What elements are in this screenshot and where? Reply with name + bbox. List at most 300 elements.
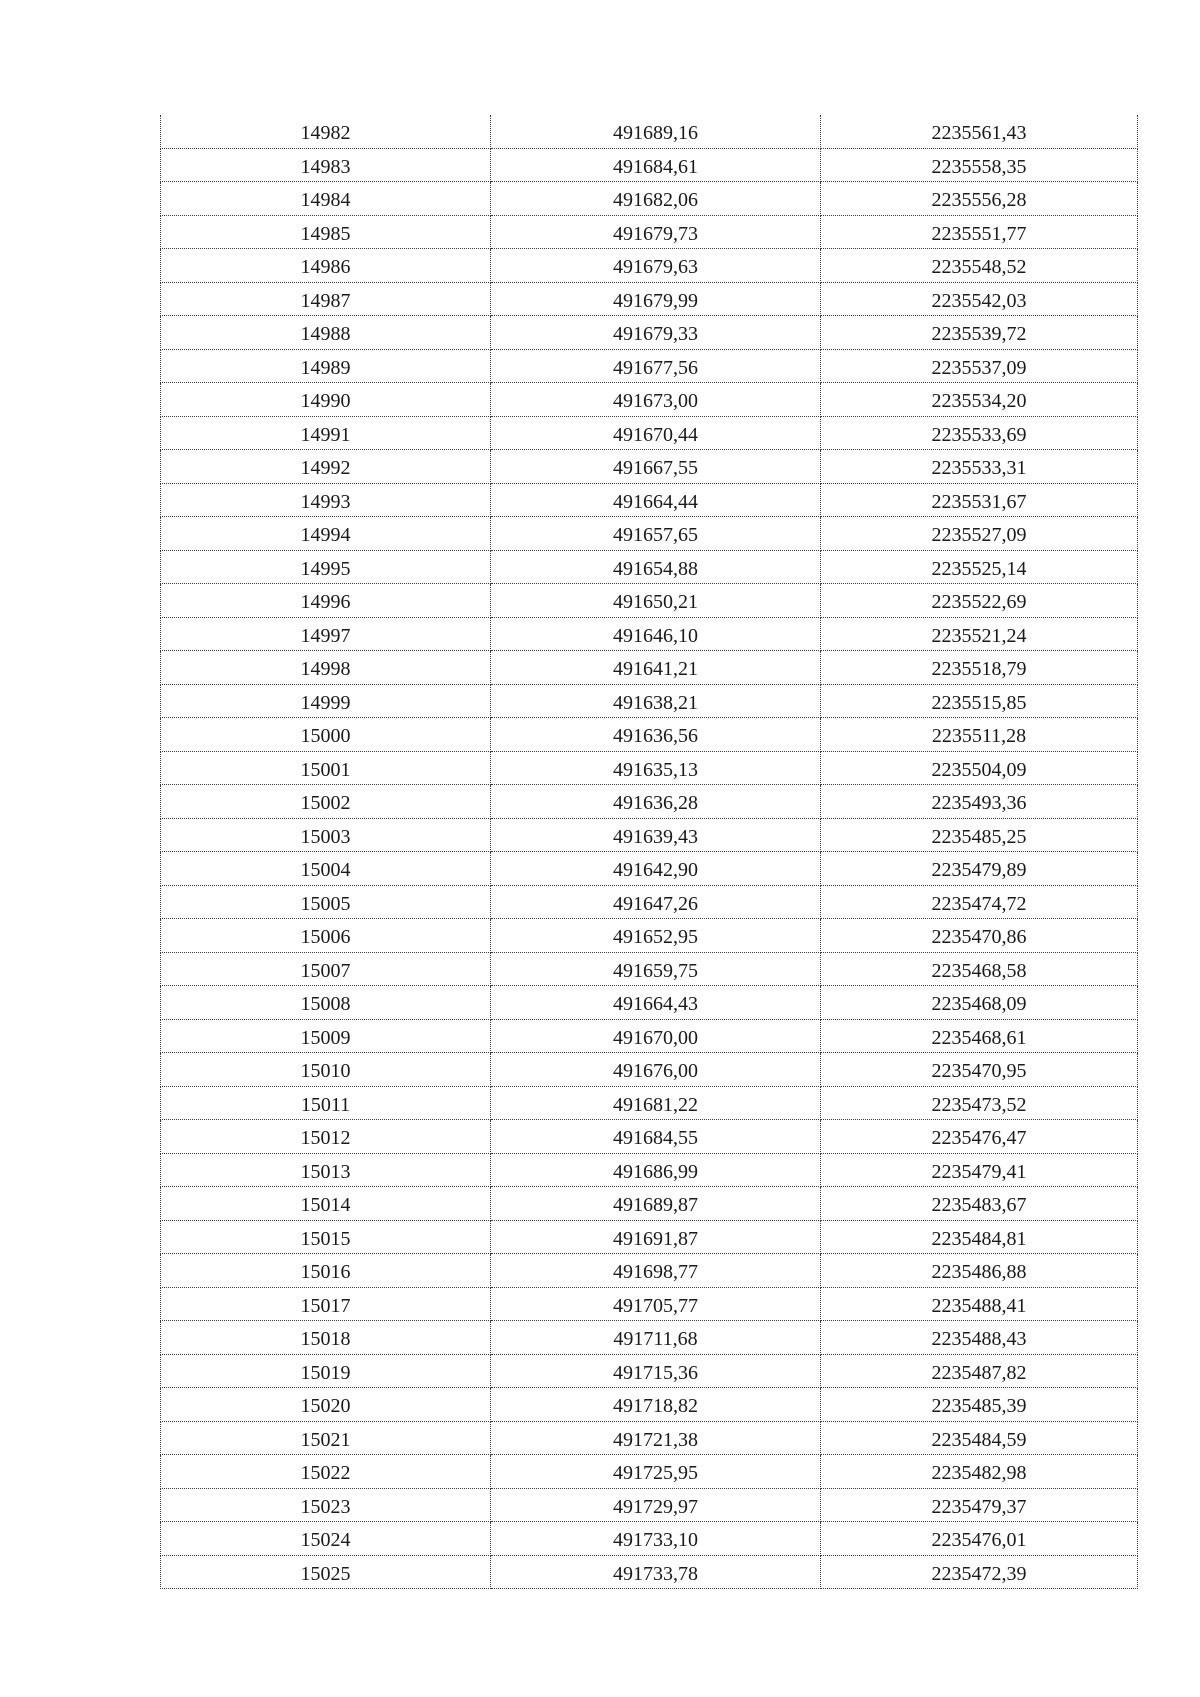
- y-coordinate-cell: [821, 1220, 1138, 1254]
- y-coordinate-cell: [821, 148, 1138, 182]
- point-number-text: 15014: [300, 1194, 351, 1217]
- point-number-cell: [161, 282, 491, 316]
- x-coordinate-text: 491647,26: [613, 892, 698, 915]
- table-row: [161, 1187, 1138, 1221]
- table-row: [161, 718, 1138, 752]
- x-coordinate-text: 491698,77: [613, 1261, 698, 1284]
- y-coordinate-text: 2235470,95: [931, 1060, 1027, 1083]
- y-coordinate-text: 2235551,77: [931, 222, 1027, 245]
- point-number-text: 14996: [300, 591, 351, 614]
- x-coordinate-cell: [491, 1555, 821, 1589]
- table-row: [161, 1153, 1138, 1187]
- y-coordinate-cell: [821, 1187, 1138, 1221]
- y-coordinate-cell: [821, 1287, 1138, 1321]
- point-number-cell: [161, 182, 491, 216]
- x-coordinate-cell: [491, 517, 821, 551]
- y-coordinate-text: 2235485,25: [931, 825, 1027, 848]
- y-coordinate-text: 2235484,59: [931, 1428, 1027, 1451]
- point-number-cell: [161, 1287, 491, 1321]
- point-number-text: 15008: [300, 993, 351, 1016]
- y-coordinate-text: 2235548,52: [931, 256, 1027, 279]
- x-coordinate-text: 491650,21: [613, 591, 698, 614]
- x-coordinate-text: 491641,21: [613, 658, 698, 681]
- x-coordinate-cell: [491, 1120, 821, 1154]
- table-row: [161, 1354, 1138, 1388]
- y-coordinate-text: 2235479,89: [931, 859, 1027, 882]
- point-number-text: 14999: [300, 691, 351, 714]
- y-coordinate-text: 2235556,28: [931, 189, 1027, 212]
- point-number-cell: [161, 1522, 491, 1556]
- y-coordinate-cell: [821, 115, 1138, 148]
- point-number-text: 15002: [300, 792, 351, 815]
- x-coordinate-cell: [491, 1254, 821, 1288]
- y-coordinate-text: 2235533,31: [931, 457, 1027, 480]
- x-coordinate-text: 491718,82: [613, 1395, 698, 1418]
- point-number-cell: [161, 1455, 491, 1489]
- y-coordinate-cell: [821, 584, 1138, 618]
- table-row: [161, 785, 1138, 819]
- point-number-cell: [161, 986, 491, 1020]
- point-number-text: 14989: [300, 356, 351, 379]
- x-coordinate-cell: [491, 952, 821, 986]
- y-coordinate-cell: [821, 651, 1138, 685]
- x-coordinate-cell: [491, 584, 821, 618]
- table-row: [161, 483, 1138, 517]
- y-coordinate-cell: [821, 952, 1138, 986]
- point-number-cell: [161, 1254, 491, 1288]
- y-coordinate-text: 2235472,39: [931, 1562, 1027, 1585]
- y-coordinate-text: 2235468,58: [931, 959, 1027, 982]
- x-coordinate-cell: [491, 919, 821, 953]
- table-row: [161, 215, 1138, 249]
- x-coordinate-text: 491689,16: [613, 122, 698, 145]
- y-coordinate-cell: [821, 1153, 1138, 1187]
- point-number-text: 15024: [300, 1529, 351, 1552]
- x-coordinate-text: 491636,28: [613, 792, 698, 815]
- table-row: [161, 1488, 1138, 1522]
- x-coordinate-text: 491684,55: [613, 1127, 698, 1150]
- point-number-cell: [161, 885, 491, 919]
- x-coordinate-text: 491677,56: [613, 356, 698, 379]
- point-number-text: 15010: [300, 1060, 351, 1083]
- point-number-text: 14991: [300, 423, 351, 446]
- table-row: [161, 148, 1138, 182]
- y-coordinate-cell: [821, 550, 1138, 584]
- table-row: [161, 416, 1138, 450]
- x-coordinate-cell: [491, 1488, 821, 1522]
- table-row: [161, 182, 1138, 216]
- point-number-text: 15006: [300, 926, 351, 949]
- y-coordinate-text: 2235482,98: [931, 1462, 1027, 1485]
- point-number-cell: [161, 383, 491, 417]
- table-row: [161, 617, 1138, 651]
- table-row: [161, 316, 1138, 350]
- table-row: [161, 885, 1138, 919]
- y-coordinate-cell: [821, 1321, 1138, 1355]
- point-number-cell: [161, 718, 491, 752]
- x-coordinate-cell: [491, 215, 821, 249]
- y-coordinate-text: 2235485,39: [931, 1395, 1027, 1418]
- y-coordinate-text: 2235488,41: [931, 1294, 1027, 1317]
- x-coordinate-text: 491679,99: [613, 289, 698, 312]
- point-number-cell: [161, 818, 491, 852]
- x-coordinate-cell: [491, 617, 821, 651]
- point-number-cell: [161, 1153, 491, 1187]
- x-coordinate-cell: [491, 550, 821, 584]
- y-coordinate-text: 2235539,72: [931, 323, 1027, 346]
- x-coordinate-text: 491673,00: [613, 390, 698, 413]
- y-coordinate-text: 2235561,43: [931, 122, 1027, 145]
- x-coordinate-cell: [491, 249, 821, 283]
- y-coordinate-text: 2235504,09: [931, 758, 1027, 781]
- point-number-cell: [161, 215, 491, 249]
- y-coordinate-text: 2235493,36: [931, 792, 1027, 815]
- point-number-cell: [161, 919, 491, 953]
- x-coordinate-cell: [491, 751, 821, 785]
- y-coordinate-cell: [821, 483, 1138, 517]
- x-coordinate-cell: [491, 1455, 821, 1489]
- point-number-text: 15009: [300, 1026, 351, 1049]
- y-coordinate-cell: [821, 1522, 1138, 1556]
- table-row: [161, 584, 1138, 618]
- point-number-text: 15013: [300, 1160, 351, 1183]
- x-coordinate-text: 491667,55: [613, 457, 698, 480]
- x-coordinate-cell: [491, 785, 821, 819]
- y-coordinate-text: 2235488,43: [931, 1328, 1027, 1351]
- y-coordinate-cell: [821, 684, 1138, 718]
- x-coordinate-text: 491679,33: [613, 323, 698, 346]
- table-row: [161, 751, 1138, 785]
- point-number-cell: [161, 617, 491, 651]
- x-coordinate-cell: [491, 148, 821, 182]
- y-coordinate-text: 2235534,20: [931, 390, 1027, 413]
- x-coordinate-text: 491691,87: [613, 1227, 698, 1250]
- coordinates-table-body: [161, 115, 1138, 1589]
- table-row: [161, 1522, 1138, 1556]
- point-number-text: 15015: [300, 1227, 351, 1250]
- y-coordinate-cell: [821, 1120, 1138, 1154]
- y-coordinate-cell: [821, 986, 1138, 1020]
- y-coordinate-text: 2235476,47: [931, 1127, 1027, 1150]
- point-number-text: 15019: [300, 1361, 351, 1384]
- point-number-text: 15023: [300, 1495, 351, 1518]
- point-number-cell: [161, 852, 491, 886]
- x-coordinate-text: 491733,78: [613, 1562, 698, 1585]
- point-number-text: 14990: [300, 390, 351, 413]
- point-number-text: 15016: [300, 1261, 351, 1284]
- table-row: [161, 1421, 1138, 1455]
- point-number-text: 15011: [300, 1093, 351, 1116]
- x-coordinate-cell: [491, 852, 821, 886]
- y-coordinate-cell: [821, 785, 1138, 819]
- y-coordinate-cell: [821, 349, 1138, 383]
- point-number-cell: [161, 1421, 491, 1455]
- x-coordinate-cell: [491, 818, 821, 852]
- x-coordinate-cell: [491, 1053, 821, 1087]
- table-row: [161, 1086, 1138, 1120]
- y-coordinate-cell: [821, 1488, 1138, 1522]
- y-coordinate-cell: [821, 215, 1138, 249]
- point-number-cell: [161, 115, 491, 148]
- table-row: [161, 282, 1138, 316]
- y-coordinate-cell: [821, 316, 1138, 350]
- point-number-cell: [161, 349, 491, 383]
- x-coordinate-cell: [491, 1522, 821, 1556]
- table-row: [161, 450, 1138, 484]
- point-number-text: 14992: [300, 457, 351, 480]
- x-coordinate-cell: [491, 282, 821, 316]
- point-number-text: 15004: [300, 859, 351, 882]
- x-coordinate-text: 491721,38: [613, 1428, 698, 1451]
- table-row: [161, 919, 1138, 953]
- x-coordinate-text: 491725,95: [613, 1462, 698, 1485]
- y-coordinate-cell: [821, 751, 1138, 785]
- point-number-text: 15007: [300, 959, 351, 982]
- point-number-cell: [161, 249, 491, 283]
- point-number-text: 14994: [300, 524, 351, 547]
- y-coordinate-text: 2235468,61: [931, 1026, 1027, 1049]
- x-coordinate-text: 491664,43: [613, 993, 698, 1016]
- x-coordinate-cell: [491, 1019, 821, 1053]
- y-coordinate-text: 2235479,37: [931, 1495, 1027, 1518]
- table-row: [161, 952, 1138, 986]
- x-coordinate-text: 491681,22: [613, 1093, 698, 1116]
- table-row: [161, 651, 1138, 685]
- x-coordinate-text: 491711,68: [613, 1328, 698, 1351]
- point-number-cell: [161, 651, 491, 685]
- y-coordinate-cell: [821, 249, 1138, 283]
- x-coordinate-cell: [491, 1354, 821, 1388]
- x-coordinate-cell: [491, 316, 821, 350]
- y-coordinate-text: 2235521,24: [931, 624, 1027, 647]
- x-coordinate-cell: [491, 115, 821, 148]
- y-coordinate-text: 2235525,14: [931, 557, 1027, 580]
- x-coordinate-text: 491642,90: [613, 859, 698, 882]
- x-coordinate-text: 491639,43: [613, 825, 698, 848]
- point-number-text: 14998: [300, 658, 351, 681]
- x-coordinate-text: 491733,10: [613, 1529, 698, 1552]
- table-row: [161, 1220, 1138, 1254]
- x-coordinate-cell: [491, 1388, 821, 1422]
- point-number-text: 15018: [300, 1328, 351, 1351]
- y-coordinate-text: 2235537,09: [931, 356, 1027, 379]
- y-coordinate-text: 2235527,09: [931, 524, 1027, 547]
- y-coordinate-cell: [821, 383, 1138, 417]
- x-coordinate-cell: [491, 349, 821, 383]
- y-coordinate-cell: [821, 1455, 1138, 1489]
- x-coordinate-cell: [491, 450, 821, 484]
- x-coordinate-cell: [491, 182, 821, 216]
- point-number-cell: [161, 785, 491, 819]
- point-number-text: 15005: [300, 892, 351, 915]
- y-coordinate-text: 2235558,35: [931, 155, 1027, 178]
- point-number-cell: [161, 584, 491, 618]
- point-number-cell: [161, 1220, 491, 1254]
- x-coordinate-text: 491682,06: [613, 189, 698, 212]
- table-row: [161, 818, 1138, 852]
- coordinates-table: [160, 115, 1138, 1589]
- y-coordinate-cell: [821, 1555, 1138, 1589]
- y-coordinate-text: 2235522,69: [931, 591, 1027, 614]
- y-coordinate-text: 2235533,69: [931, 423, 1027, 446]
- x-coordinate-cell: [491, 1220, 821, 1254]
- table-row: [161, 249, 1138, 283]
- point-number-cell: [161, 1086, 491, 1120]
- y-coordinate-cell: [821, 1053, 1138, 1087]
- y-coordinate-text: 2235483,67: [931, 1194, 1027, 1217]
- x-coordinate-text: 491654,88: [613, 557, 698, 580]
- table-row: [161, 550, 1138, 584]
- x-coordinate-cell: [491, 1421, 821, 1455]
- y-coordinate-text: 2235484,81: [931, 1227, 1027, 1250]
- y-coordinate-cell: [821, 852, 1138, 886]
- x-coordinate-cell: [491, 651, 821, 685]
- x-coordinate-text: 491638,21: [613, 691, 698, 714]
- point-number-cell: [161, 751, 491, 785]
- y-coordinate-text: 2235487,82: [931, 1361, 1027, 1384]
- y-coordinate-text: 2235470,86: [931, 926, 1027, 949]
- point-number-cell: [161, 952, 491, 986]
- y-coordinate-cell: [821, 1421, 1138, 1455]
- table-row: [161, 1254, 1138, 1288]
- x-coordinate-cell: [491, 1187, 821, 1221]
- x-coordinate-cell: [491, 1287, 821, 1321]
- x-coordinate-text: 491729,97: [613, 1495, 698, 1518]
- y-coordinate-text: 2235473,52: [931, 1093, 1027, 1116]
- point-number-text: 15012: [300, 1127, 351, 1150]
- x-coordinate-text: 491657,65: [613, 524, 698, 547]
- x-coordinate-text: 491705,77: [613, 1294, 698, 1317]
- y-coordinate-cell: [821, 282, 1138, 316]
- x-coordinate-cell: [491, 1086, 821, 1120]
- y-coordinate-text: 2235542,03: [931, 289, 1027, 312]
- point-number-text: 15001: [300, 758, 351, 781]
- point-number-text: 15020: [300, 1395, 351, 1418]
- point-number-cell: [161, 1019, 491, 1053]
- x-coordinate-cell: [491, 1153, 821, 1187]
- point-number-cell: [161, 1555, 491, 1589]
- x-coordinate-text: 491664,44: [613, 490, 698, 513]
- point-number-text: 14985: [300, 222, 351, 245]
- x-coordinate-text: 491652,95: [613, 926, 698, 949]
- point-number-cell: [161, 550, 491, 584]
- x-coordinate-text: 491676,00: [613, 1060, 698, 1083]
- y-coordinate-cell: [821, 818, 1138, 852]
- x-coordinate-cell: [491, 885, 821, 919]
- point-number-cell: [161, 1187, 491, 1221]
- x-coordinate-text: 491689,87: [613, 1194, 698, 1217]
- y-coordinate-cell: [821, 450, 1138, 484]
- point-number-cell: [161, 684, 491, 718]
- table-row: [161, 115, 1138, 148]
- point-number-text: 14987: [300, 289, 351, 312]
- y-coordinate-text: 2235468,09: [931, 993, 1027, 1016]
- x-coordinate-text: 491684,61: [613, 155, 698, 178]
- table-row: [161, 1120, 1138, 1154]
- x-coordinate-cell: [491, 1321, 821, 1355]
- point-number-cell: [161, 1388, 491, 1422]
- table-row: [161, 1019, 1138, 1053]
- y-coordinate-cell: [821, 617, 1138, 651]
- point-number-cell: [161, 148, 491, 182]
- y-coordinate-cell: [821, 517, 1138, 551]
- point-number-cell: [161, 316, 491, 350]
- y-coordinate-cell: [821, 885, 1138, 919]
- point-number-text: 15003: [300, 825, 351, 848]
- point-number-cell: [161, 483, 491, 517]
- table-row: [161, 517, 1138, 551]
- x-coordinate-text: 491636,56: [613, 725, 698, 748]
- point-number-cell: [161, 1488, 491, 1522]
- x-coordinate-text: 491679,63: [613, 256, 698, 279]
- y-coordinate-cell: [821, 1086, 1138, 1120]
- y-coordinate-text: 2235474,72: [931, 892, 1027, 915]
- x-coordinate-text: 491715,36: [613, 1361, 698, 1384]
- point-number-cell: [161, 450, 491, 484]
- y-coordinate-cell: [821, 1254, 1138, 1288]
- table-row: [161, 684, 1138, 718]
- y-coordinate-cell: [821, 416, 1138, 450]
- y-coordinate-cell: [821, 182, 1138, 216]
- point-number-cell: [161, 1321, 491, 1355]
- y-coordinate-text: 2235479,41: [931, 1160, 1027, 1183]
- point-number-text: 14984: [300, 189, 351, 212]
- x-coordinate-cell: [491, 718, 821, 752]
- y-coordinate-text: 2235515,85: [931, 691, 1027, 714]
- y-coordinate-cell: [821, 1354, 1138, 1388]
- point-number-text: 14988: [300, 323, 351, 346]
- x-coordinate-text: 491670,44: [613, 423, 698, 446]
- x-coordinate-cell: [491, 383, 821, 417]
- point-number-cell: [161, 517, 491, 551]
- point-number-text: 15021: [300, 1428, 351, 1451]
- y-coordinate-cell: [821, 1388, 1138, 1422]
- point-number-text: 14986: [300, 256, 351, 279]
- table-row: [161, 1388, 1138, 1422]
- point-number-cell: [161, 1120, 491, 1154]
- table-row: [161, 1455, 1138, 1489]
- point-number-cell: [161, 416, 491, 450]
- y-coordinate-text: 2235531,67: [931, 490, 1027, 513]
- x-coordinate-cell: [491, 986, 821, 1020]
- table-row: [161, 852, 1138, 886]
- y-coordinate-cell: [821, 1019, 1138, 1053]
- point-number-text: 14982: [300, 122, 351, 145]
- table-row: [161, 349, 1138, 383]
- y-coordinate-text: 2235511,28: [931, 725, 1027, 748]
- point-number-cell: [161, 1354, 491, 1388]
- x-coordinate-cell: [491, 483, 821, 517]
- table-row: [161, 1321, 1138, 1355]
- point-number-text: 14993: [300, 490, 351, 513]
- point-number-text: 14997: [300, 624, 351, 647]
- x-coordinate-text: 491679,73: [613, 222, 698, 245]
- point-number-text: 14995: [300, 557, 351, 580]
- x-coordinate-text: 491659,75: [613, 959, 698, 982]
- x-coordinate-text: 491646,10: [613, 624, 698, 647]
- table-row: [161, 1555, 1138, 1589]
- y-coordinate-text: 2235486,88: [931, 1261, 1027, 1284]
- table-row: [161, 383, 1138, 417]
- x-coordinate-cell: [491, 416, 821, 450]
- x-coordinate-text: 491635,13: [613, 758, 698, 781]
- y-coordinate-cell: [821, 919, 1138, 953]
- x-coordinate-text: 491670,00: [613, 1026, 698, 1049]
- point-number-text: 14983: [300, 155, 351, 178]
- x-coordinate-text: 491686,99: [613, 1160, 698, 1183]
- y-coordinate-text: 2235518,79: [931, 658, 1027, 681]
- table-row: [161, 1053, 1138, 1087]
